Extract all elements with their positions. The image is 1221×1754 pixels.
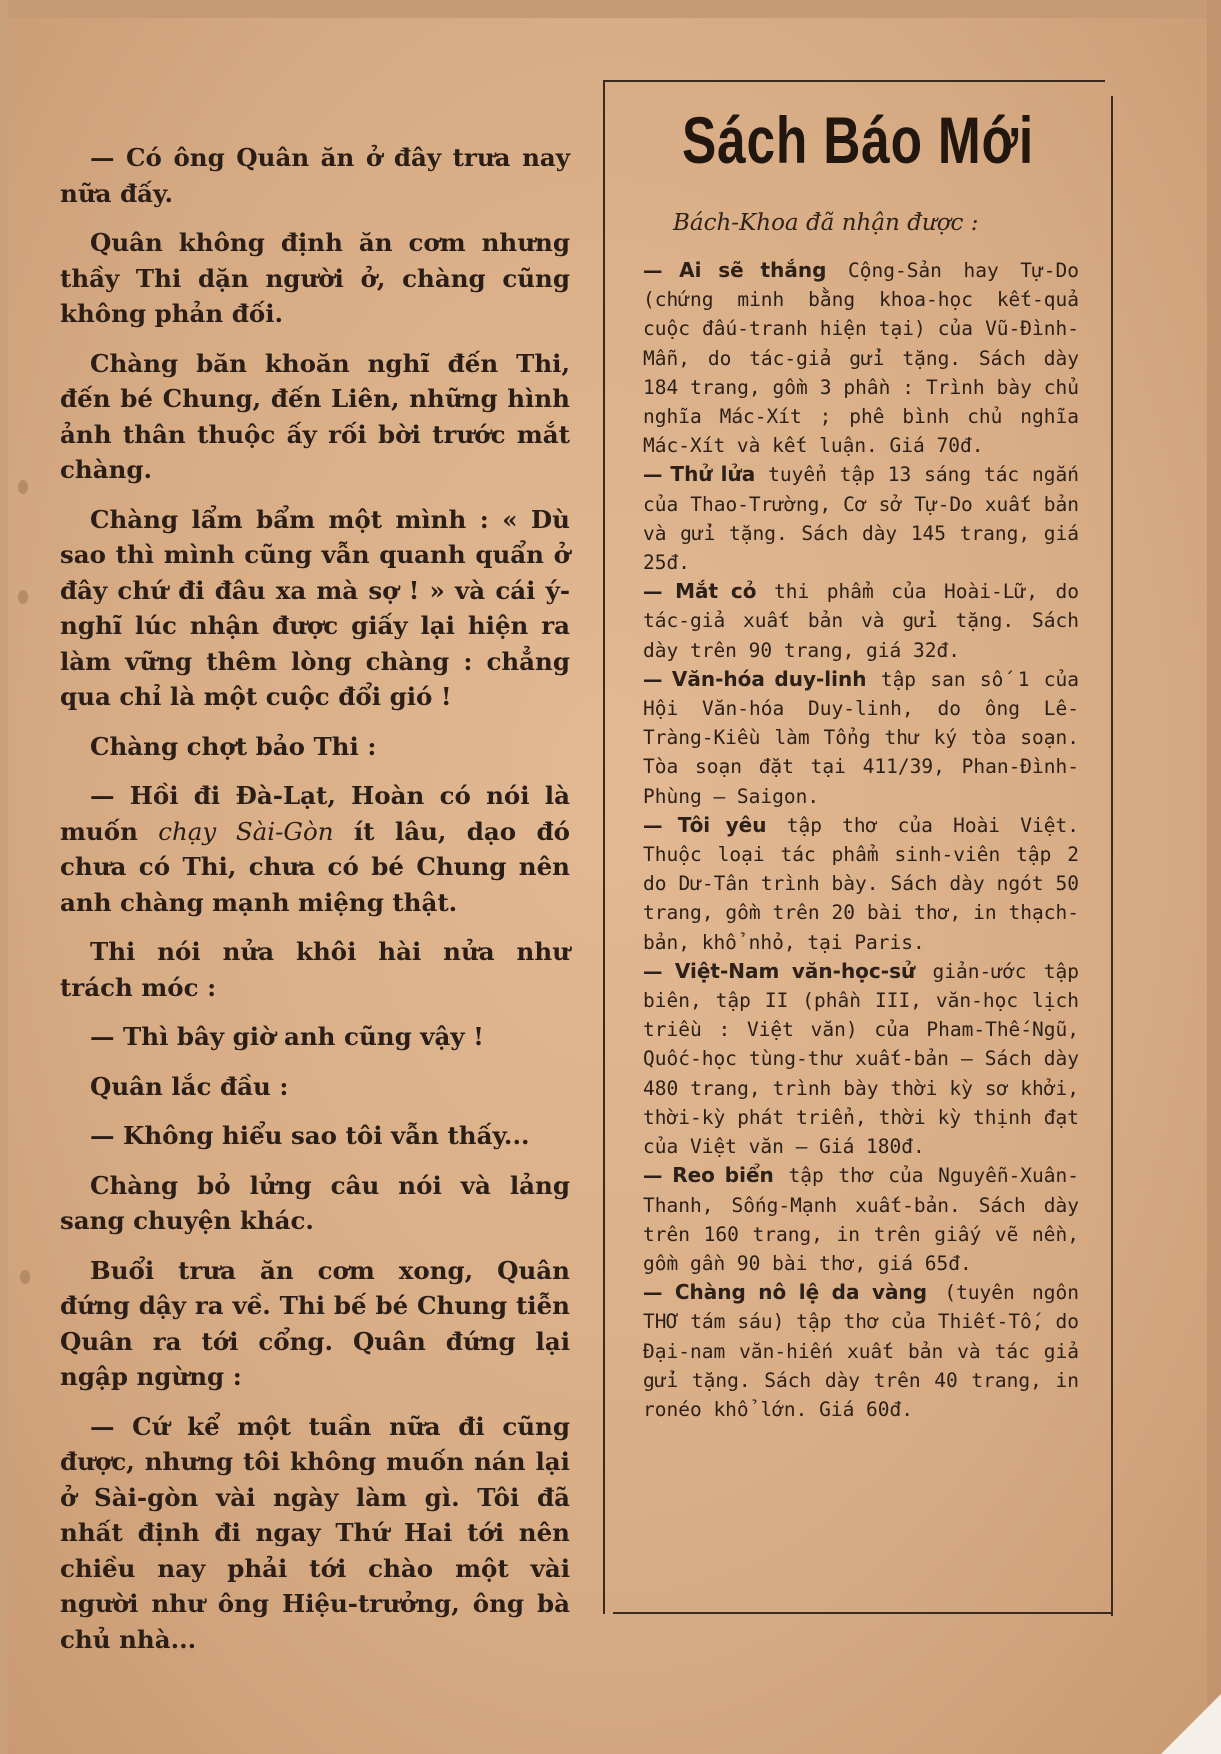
entry-dash: — <box>643 463 671 487</box>
story-text: ít lâu, dạo đó chưa có Thi, chưa có bé Chung nên anh chàng mạnh miệng thật. <box>60 816 570 917</box>
torn-corner <box>1161 1694 1221 1754</box>
book-description: tập thơ của Nguyễn-Xuân-Thanh, Sống-Mạnh xuất-bản. Sách dày trên 160 trang, in trên giấy vẽ nền, gồm gần 90 bài thơ, giá 65đ. <box>643 1164 1079 1275</box>
book-description: (tuyên ngôn THƠ tám sáu) tập thơ của Thiết-Tố, do Đại-nam văn-hiến xuất bản và tác giả gửi tặng. Sách dày trên 40 trang, in ronéo khổ lớn. Giá 60đ. <box>643 1281 1079 1421</box>
story-paragraph: Quân lắc đầu : <box>90 1071 289 1101</box>
story-paragraph: Chàng băn khoăn nghĩ đến Thi, đến bé Chung, đến Liên, những hình ảnh thân thuộc ấy rối bời trước mắt chàng. <box>60 348 570 484</box>
story-paragraph: Thi nói nửa khôi hài nửa như trách móc : <box>60 937 570 1002</box>
binding-hole <box>18 590 28 604</box>
box-border-left <box>603 80 605 1614</box>
paper-edge-right <box>1207 0 1221 1754</box>
book-entry <box>643 256 1079 460</box>
story-paragraph: Buổi trưa ăn cơm xong, Quân đứng dậy ra về. Thi bế bé Chung tiễn Quân ra tới cổng. Quân đứng lại ngập ngừng : <box>60 1255 570 1391</box>
book-entry <box>643 957 1079 1161</box>
paper-edge-left <box>0 0 8 1754</box>
story-text: — Hồi đi Đà-Lạt, Hoàn có nói là muốn <box>60 781 570 846</box>
book-list <box>643 256 1079 1424</box>
box-border-top <box>603 80 1105 82</box>
book-entry <box>643 460 1079 577</box>
story-paragraph: Chàng bỏ lửng câu nói và lảng sang chuyện khác. <box>60 1170 570 1235</box>
book-title: Ai sẽ thắng <box>679 258 827 282</box>
story-paragraph <box>60 778 570 920</box>
binding-hole <box>18 480 28 494</box>
book-description: tuyển tập 13 sáng tác ngắn của Thao-Trường, Cơ sở Tự-Do xuất bản và gửi tặng. Sách dày 145 trang, giá 25đ. <box>643 463 1079 575</box>
book-title: Tôi yêu <box>677 812 767 837</box>
entry-dash: — <box>643 813 678 837</box>
book-title: Văn-hóa duy-linh <box>671 666 867 691</box>
box-subtitle: Bách-Khoa đã nhận được : <box>673 210 979 236</box>
entry-dash: — <box>643 580 676 604</box>
story-paragraph: — Cứ kể một tuần nữa đi cũng được, nhưng tôi không muốn nán lại ở Sài-gòn vài ngày làm gì. Tôi đã nhất định đi ngay Thứ Hai tới nên chiều nay phải tới chào một vài người như ông Hiệu-trưởng, ông bà chủ nhà... <box>60 1411 570 1654</box>
entry-dash: — <box>643 1164 673 1188</box>
new-books-box <box>603 80 1113 1614</box>
book-title: Việt-Nam văn-học-sử <box>674 958 916 983</box>
book-title: Reo biển <box>672 1163 774 1188</box>
box-title: Sách Báo Mới <box>681 103 1035 177</box>
book-description: Cộng-Sản hay Tự-Do (chứng minh bằng khoa-học kết-quả cuộc đấu-tranh hiện tại) của Vũ-Đình-Mẫn, do tác-giả gửi tặng. Sách dày 184 trang, gồm 3 phần : Trình bày chủ nghĩa Mác-Xít ; phê bình chủ nghĩa Mác-Xít và kết luận. Giá 70đ. <box>643 259 1079 458</box>
book-title: Chàng nô lệ da vàng <box>674 1280 928 1305</box>
entry-dash: — <box>643 1281 675 1305</box>
story-paragraph: Chàng chợt bảo Thi : <box>90 731 377 761</box>
story-paragraph: — Có ông Quân ăn ở đây trưa nay nữa đấy. <box>60 143 570 208</box>
book-entry <box>643 811 1079 957</box>
story-italic-text: chạy Sài-Gòn <box>158 816 334 846</box>
book-description: tập san số 1 của Hội Văn-hóa Duy-linh, do ông Lê-Tràng-Kiều làm Tổng thư ký tòa soạn. Tòa soạn đặt tại 411/39, Phan-Đình-Phùng – Saigon. <box>643 667 1079 808</box>
entry-dash: — <box>643 959 675 983</box>
story-column <box>60 140 570 1671</box>
book-description: thi phẩm của Hoài-Lữ, do tác-giả xuất bản và gửi tặng. Sách dày trên 90 trang, giá 32đ. <box>643 580 1079 662</box>
book-title: Mắt cỏ <box>675 579 757 604</box>
book-entry <box>643 577 1079 665</box>
story-paragraph: Quân không định ăn cơm nhưng thầy Thi dặn người ở, chàng cũng không phản đối. <box>60 228 570 328</box>
story-paragraph: — Thì bây giờ anh cũng vậy ! <box>90 1022 484 1051</box>
book-description: giản-ước tập biên, tập II (phần III, văn-học lịch triều : Việt văn) của Pham-Thế-Ngũ, Quốc-học tùng-thư xuất-bản — Sách dày 480 trang, trình bày thời kỳ sơ khởi, thời-kỳ phát triển, thời kỳ thịnh đạt của Việt văn — Giá 180đ. <box>643 959 1079 1159</box>
book-entry <box>643 1161 1079 1278</box>
book-entry <box>643 1278 1079 1424</box>
box-border-right <box>1111 96 1113 1616</box>
book-title: Thử lửa <box>670 462 756 487</box>
entry-dash: — <box>643 259 680 282</box>
entry-dash: — <box>643 667 672 691</box>
box-border-bottom <box>613 1612 1113 1614</box>
story-paragraph: — Không hiểu sao tôi vẫn thấy... <box>90 1121 530 1150</box>
story-paragraph: Chàng lẩm bẩm một mình : « Dù sao thì mình cũng vẫn quanh quẩn ở đây chứ đi đâu xa mà sợ ! » và cái ý-nghĩ lúc nhận được giấy lại hiện ra làm vững thêm lòng chàng : chẳng qua chỉ là một cuộc đổi gió ! <box>60 504 570 711</box>
paper-edge-top <box>0 0 1221 18</box>
book-description: tập thơ của Hoài Việt. Thuộc loại tác phẩm sinh-viên tập 2 do Dư-Tân trình bày. Sách dày ngót 50 trang, gồm trên 20 bài thơ, in thạch-bản, khổ nhỏ, tại Paris. <box>643 813 1079 954</box>
book-entry <box>643 665 1079 811</box>
binding-hole <box>20 1270 30 1284</box>
